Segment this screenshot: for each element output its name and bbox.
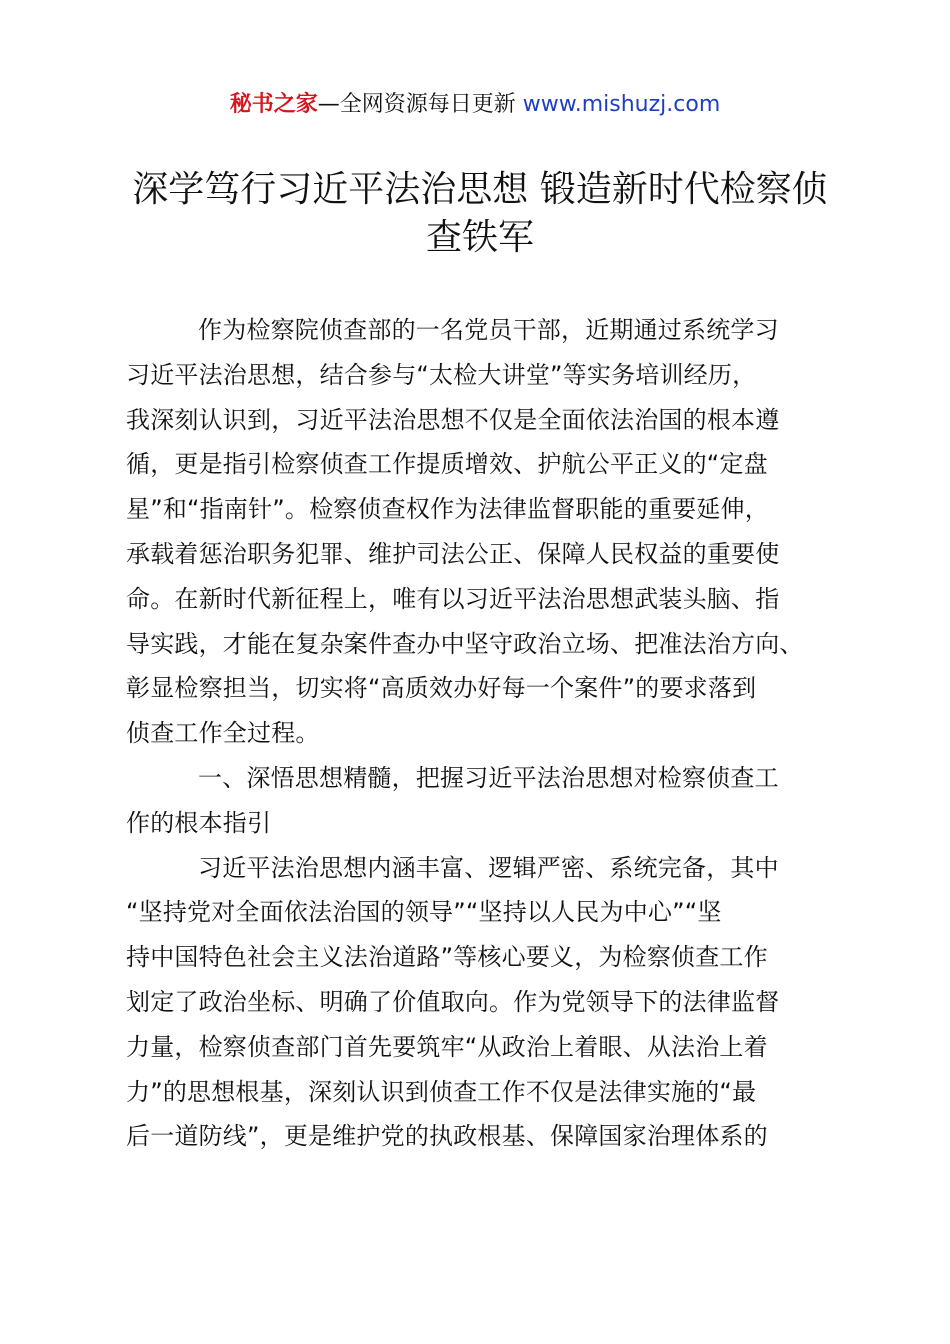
text-line: 力量，检察侦查部门首先要筑牢“从政治上着眼、从法治上着 — [126, 1032, 768, 1061]
title-line: 深学笃行习近平法治思想 锻造新时代检察侦 — [132, 169, 828, 210]
text-line: 划定了政治坐标、明确了价值取向。作为党领导下的法律监督 — [126, 987, 780, 1016]
site-brand: 秘书之家 — [229, 92, 318, 117]
site-header — [0, 88, 950, 122]
document-title — [120, 166, 840, 262]
heading-line: 作的根本指引 — [126, 808, 272, 837]
text-line: 星”和“指南针”。检察侦查权作为法律监督职能的重要延伸， — [126, 495, 769, 524]
text-line: 作为检察院侦查部的一名党员干部，近期通过系统学习 — [198, 316, 779, 344]
text-line: 承载着惩治职务犯罪、维护司法公正、保障人民权益的重要使 — [126, 539, 780, 568]
document-body — [126, 308, 842, 1159]
text-line: 后一道防线”，更是维护党的执政根基、保障国家治理体系的 — [126, 1122, 768, 1151]
text-line: 力”的思想根基，深刻认识到侦查工作不仅是法律实施的“最 — [126, 1077, 757, 1106]
text-line: 习近平法治思想内涵丰富、逻辑严密、系统完备，其中 — [198, 853, 779, 882]
title-line: 查铁军 — [425, 217, 534, 258]
site-tagline: —全网资源每日更新 — [317, 92, 516, 117]
section-heading-1 — [126, 756, 842, 846]
text-line: 我深刻认识到，习近平法治思想不仅是全面依法治国的根本遵 — [126, 405, 780, 434]
text-line: “坚持党对全面依法治国的领导”“坚持以人民为中心”“坚 — [126, 898, 722, 927]
paragraph-intro — [126, 308, 842, 756]
text-line: 习近平法治思想，结合参与“太检大讲堂”等实务培训经历， — [126, 360, 757, 389]
text-line: 命。在新时代新征程上，唯有以习近平法治思想武装头脑、指 — [126, 584, 780, 613]
text-line: 持中国特色社会主义法治道路”等核心要义，为检察侦查工作 — [126, 943, 768, 972]
text-line: 侦查工作全过程。 — [126, 719, 320, 748]
text-line: 导实践，才能在复杂案件查办中坚守政治立场、把准法治方向、 — [126, 629, 804, 658]
heading-line: 一、深悟思想精髓，把握习近平法治思想对检察侦查工 — [198, 763, 779, 792]
text-line: 彰显检察担当，切实将“高质效办好每一个案件”的要求落到 — [126, 674, 757, 703]
paragraph-section-1 — [126, 846, 842, 1160]
text-line: 循，更是指引检察侦查工作提质增效、护航公平正义的“定盘 — [126, 450, 768, 479]
site-url-link[interactable]: www.mishuzj.com — [522, 92, 721, 117]
